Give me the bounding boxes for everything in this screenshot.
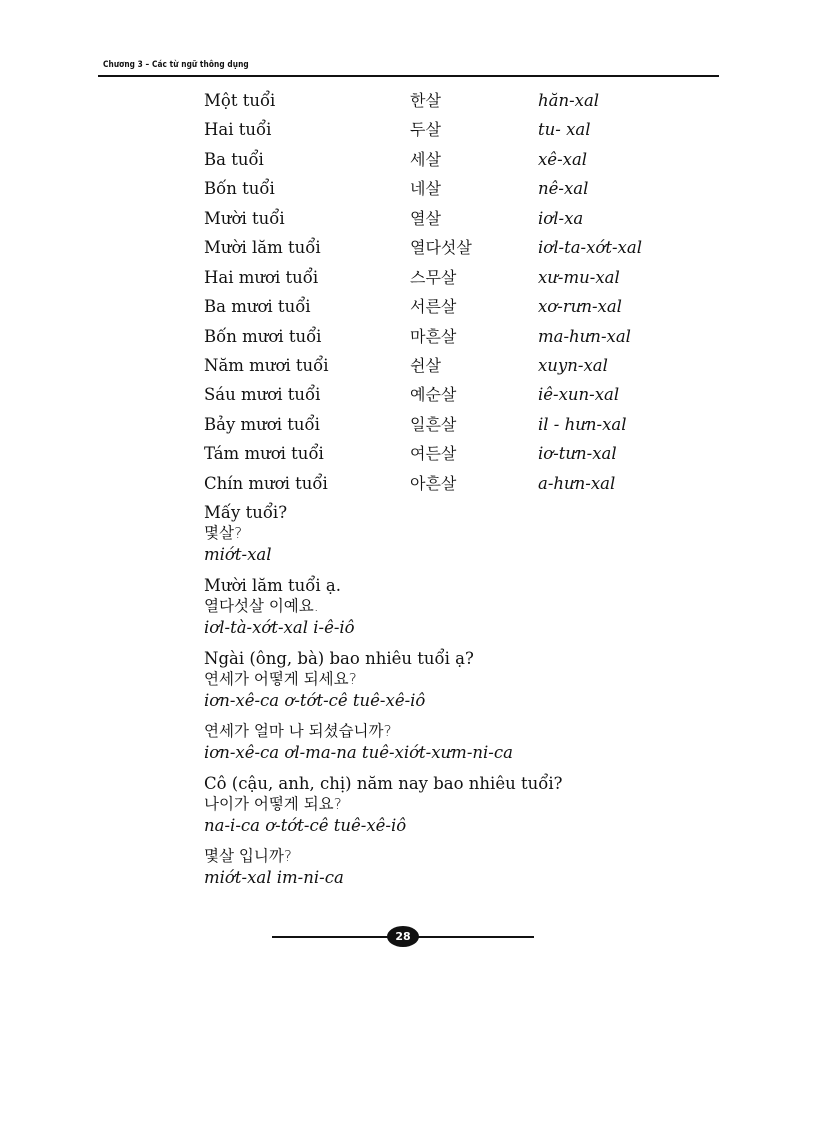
chapter-header: Chương 3 – Các từ ngữ thông dụng [103,60,249,70]
korean-term: 세살 [410,149,441,169]
phrase-pronunciation: iơl-tà-xớt-xal i-ê-iô [204,618,355,637]
vietnamese-term: Tám mươi tuổi [204,444,324,464]
phrase-group [204,648,724,711]
korean-term: 쉰살 [410,355,441,375]
vietnamese-term: Chín mươi tuổi [204,473,328,493]
footer-rule-left [272,936,392,938]
vietnamese-term: Mười tuổi [204,208,285,228]
vocab-row [204,410,724,439]
vietnamese-term: Năm mươi tuổi [204,355,329,375]
pronunciation: il - hưn-xal [538,414,627,434]
vietnamese-term: Mười lăm tuổi [204,238,321,258]
page-number-badge: 28 [387,926,419,947]
pronunciation: hăn-xal [538,91,600,110]
vocab-row [204,145,724,174]
korean-term: 서른살 [410,297,457,317]
vocab-row [204,263,724,292]
korean-term: 마흔살 [410,326,457,346]
phrase-vietnamese: Mấy tuổi? [204,503,288,522]
pronunciation: xê-xal [538,149,588,169]
phrase-korean: 연세가 어떻게 되세요? [204,670,357,688]
phrase-vietnamese: Mười lăm tuổi ạ. [204,576,341,595]
vietnamese-term: Ba mươi tuổi [204,297,311,317]
pronunciation: ma-hưn-xal [538,326,631,346]
phrase-korean: 몇살? [204,524,243,542]
korean-term: 일흔살 [410,414,457,434]
vietnamese-term: Bốn tuổi [204,179,275,199]
phrase-group [204,502,724,565]
phrase-korean: 열다섯살 이예요. [204,597,319,615]
korean-term: 여든살 [410,444,457,464]
vocab-row [204,380,724,409]
korean-term: 스무살 [410,267,457,287]
phrase-pronunciation: miớt-xal [204,545,272,564]
phrase-pronunciation: iơn-xê-ca ơl-ma-na tuê-xiớt-xưm-ni-ca [204,743,513,762]
vocab-row [204,322,724,351]
vietnamese-term: Hai tuổi [204,120,272,140]
footer-rule-right [414,936,534,938]
header-rule [98,75,719,77]
phrase-vietnamese: Cô (cậu, anh, chị) năm nay bao nhiêu tuổi? [204,774,563,793]
vocab-row [204,351,724,380]
vocab-row [204,86,724,115]
phrase-korean: 나이가 어떻게 되요? [204,795,342,813]
pronunciation: nê-xal [538,179,589,199]
phrase-group [204,773,724,836]
vocab-row [204,233,724,262]
korean-term: 열다섯살 [410,238,472,258]
phrase-pronunciation: na-i-ca ơ-tớt-cê tuê-xê-iô [204,816,407,835]
phrase-korean: 몇살 입니까? [204,847,293,865]
pronunciation: xơ-rưn-xal [538,297,622,317]
phrase-group [204,846,724,888]
age-vocabulary-table [204,86,724,498]
vietnamese-term: Sáu mươi tuổi [204,385,321,405]
pronunciation: iơl-xa [538,208,584,228]
pronunciation: a-hưn-xal [538,473,616,493]
pronunciation: iê-xun-xal [538,385,620,405]
page-footer [272,925,534,949]
pronunciation: xư-mu-xal [538,267,620,287]
vietnamese-term: Ba tuổi [204,149,264,169]
vocab-row [204,439,724,468]
vocab-row [204,204,724,233]
phrase-pronunciation: iơn-xê-ca ơ-tớt-cê tuê-xê-iô [204,691,426,710]
pronunciation: xuyn-xal [538,355,608,375]
vietnamese-term: Bảy mươi tuổi [204,414,320,434]
vocab-row [204,115,724,144]
phrase-vietnamese: Ngài (ông, bà) bao nhiêu tuổi ạ? [204,649,474,668]
phrase-group [204,721,724,763]
korean-term: 네살 [410,179,441,199]
vietnamese-term: Bốn mươi tuổi [204,326,322,346]
vietnamese-term: Một tuổi [204,91,276,110]
pronunciation: iơl-ta-xớt-xal [538,238,642,258]
vocab-row [204,469,724,498]
vocab-row [204,292,724,321]
korean-term: 예순살 [410,385,457,405]
korean-term: 두살 [410,120,441,140]
korean-term: 한살 [410,91,441,110]
vietnamese-term: Hai mươi tuổi [204,267,319,287]
pronunciation: tu- xal [538,120,591,140]
phrase-section [204,502,724,898]
pronunciation: iơ-tưn-xal [538,444,617,464]
phrase-pronunciation: miớt-xal im-ni-ca [204,868,344,887]
phrase-group [204,575,724,638]
korean-term: 아흔살 [410,473,457,493]
vocab-row [204,174,724,203]
phrase-korean: 연세가 얼마 나 되셨습니까? [204,722,392,740]
korean-term: 열살 [410,208,441,228]
